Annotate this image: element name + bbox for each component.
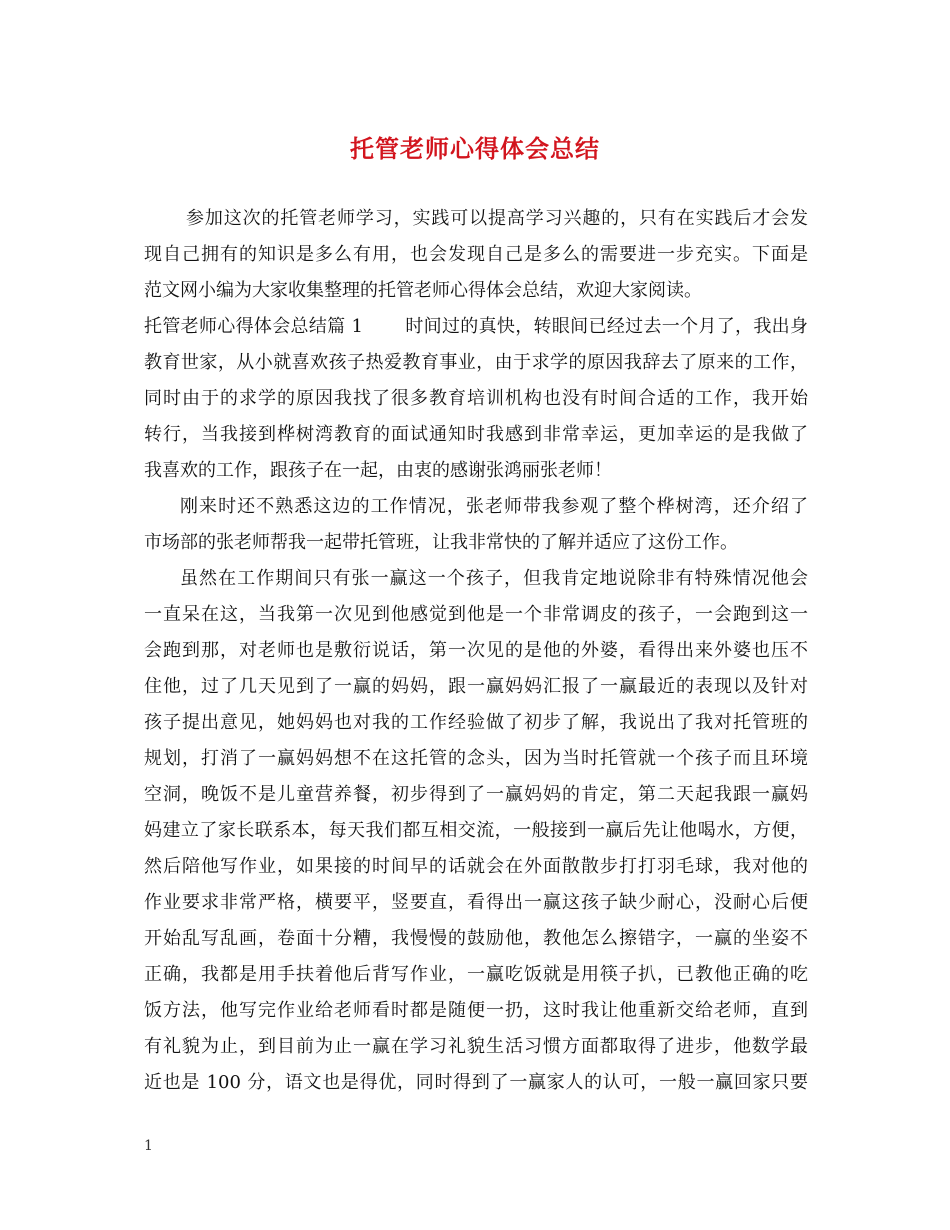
paragraph-line: 住他，过了几天见到了一赢的妈妈，跟一赢妈妈汇报了一赢最近的表现以及针对 <box>144 676 808 697</box>
paragraph-line: 正确，我都是用手扶着他后背写作业，一赢吃饭就是用筷子扒，已教他正确的吃 <box>144 964 808 985</box>
paragraph-line: 刚来时还不熟悉这边的工作情况，张老师带我参观了整个桦树湾，还介绍了 <box>180 496 808 517</box>
paragraph-line-heading <box>144 309 808 345</box>
paragraph-line: 参加这次的托管老师学习，实践可以提高学习兴趣的，只有在实践后才会发 <box>186 208 808 229</box>
paragraph-line: 孩子提出意见，她妈妈也对我的工作经验做了初步了解，我说出了我对托管班的 <box>144 712 808 733</box>
paragraph-line: 妈建立了家长联系本，每天我们都互相交流，一般接到一赢后先让他喝水，方便， <box>144 820 808 841</box>
paragraph-line: 我喜欢的工作，跟孩子在一起，由衷的感谢张鸿丽张老师！ <box>144 460 612 481</box>
paragraph-line: 现自己拥有的知识是多么有用，也会发现自己是多么的需要进一步充实。下面是 <box>144 244 808 265</box>
paragraph-line: 作业要求非常严格，横要平，竖要直，看得出一赢这孩子缺少耐心，没耐心后便 <box>144 892 808 913</box>
paragraph-line: 转行，当我接到桦树湾教育的面试通知时我感到非常幸运，更加幸运的是我做了 <box>144 424 808 445</box>
paragraph-line: 饭方法，他写完作业给老师看时都是随便一扔，这时我让他重新交给老师，直到 <box>144 1000 808 1021</box>
paragraph-line: 一直呆在这，当我第一次见到他感觉到他是一个非常调皮的孩子，一会跑到这一 <box>144 604 808 625</box>
document-title: 托管老师心得体会总结 <box>350 134 600 163</box>
page-number: 1 <box>144 1138 153 1154</box>
paragraph-line: 教育世家，从小就喜欢孩子热爱教育事业，由于求学的原因我辞去了原来的工作， <box>144 352 808 373</box>
section-heading: 托管老师心得体会总结篇 1 <box>144 316 363 337</box>
paragraph-line: 空洞，晚饭不是儿童营养餐，初步得到了一赢妈妈的肯定，第二天起我跟一赢妈 <box>144 784 808 805</box>
paragraph-line: 会跑到那，对老师也是敷衍说话，第一次见的是他的外婆，看得出来外婆也压不 <box>144 640 808 661</box>
paragraph-text: 时间过的真快，转眼间已经过去一个月了，我出身 <box>405 316 808 337</box>
paragraph-line: 同时由于的求学的原因我找了很多教育培训机构也没有时间合适的工作，我开始 <box>144 388 808 409</box>
paragraph-line: 范文网小编为大家收集整理的托管老师心得体会总结，欢迎大家阅读。 <box>144 280 702 301</box>
paragraph-line: 虽然在工作期间只有张一赢这一个孩子，但我肯定地说除非有特殊情况他会 <box>180 568 808 589</box>
paragraph-line: 有礼貌为止，到目前为止一赢在学习礼貌生活习惯方面都取得了进步，他数学最 <box>144 1036 808 1057</box>
paragraph-line: 市场部的张老师帮我一起带托管班，让我非常快的了解并适应了这份工作。 <box>144 532 738 553</box>
paragraph-line: 然后陪他写作业，如果接的时间早的话就会在外面散散步打打羽毛球，我对他的 <box>144 856 808 877</box>
paragraph-line: 开始乱写乱画，卷面十分糟，我慢慢的鼓励他，教他怎么擦错字，一赢的坐姿不 <box>144 928 808 949</box>
paragraph-line: 近也是 100 分，语文也是得优，同时得到了一赢家人的认可，一般一赢回家只要 <box>144 1072 808 1093</box>
paragraph-line: 规划，打消了一赢妈妈想不在这托管的念头，因为当时托管就一个孩子而且环境 <box>144 748 808 769</box>
